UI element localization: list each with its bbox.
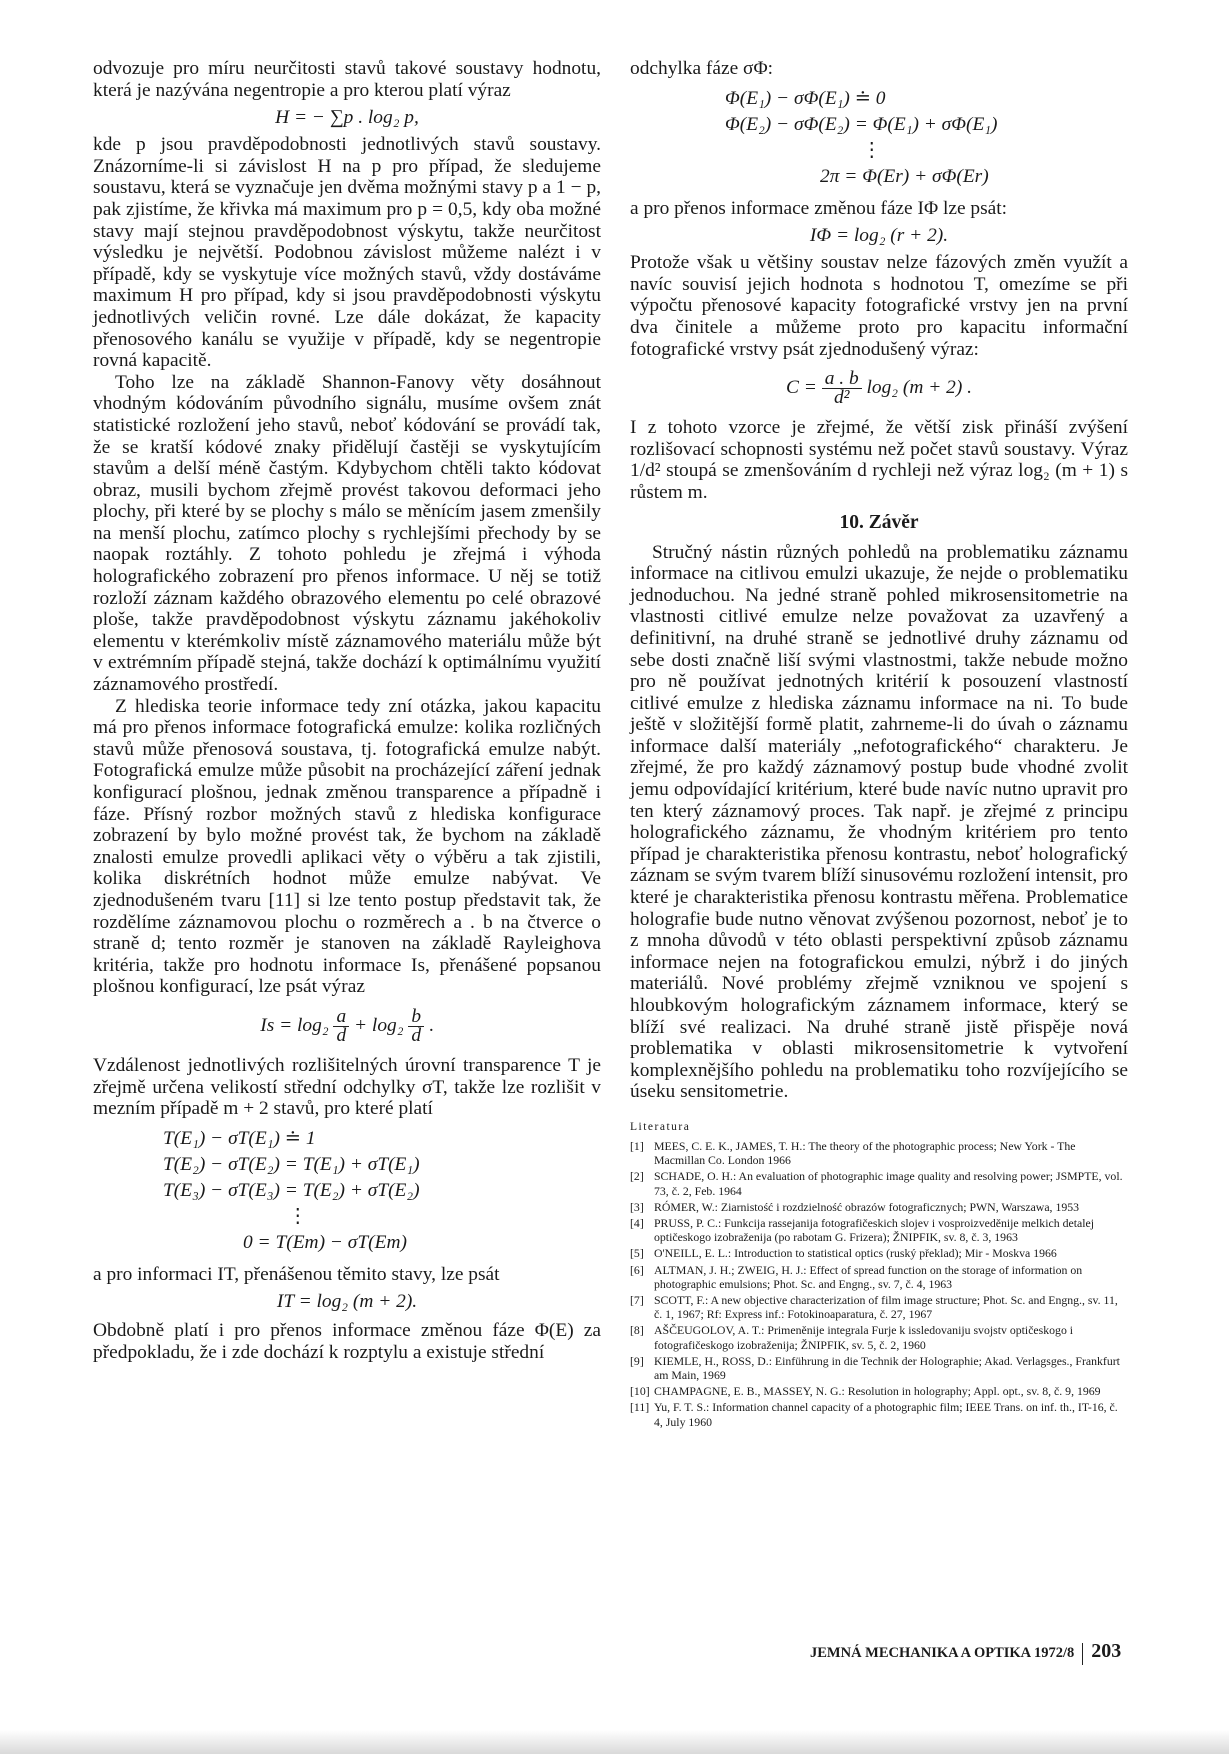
reference-item xyxy=(630,1169,1128,1197)
equation-line: 0 = T(Em) − σT(Em) xyxy=(243,1231,407,1253)
right-column xyxy=(630,58,1128,1431)
equation-it: IT = log₂ (m + 2). xyxy=(276,1291,418,1313)
reference-item xyxy=(630,1200,1128,1214)
reference-text: SCOTT, F.: A new objective characterization of film image structure; Phot. Sc. and Engng., sv. 11, č. 1, 1967; Rf: Express inf.: Fotokinoaparatura, č. 27, 1967 xyxy=(654,1293,1118,1322)
page-number: 203 xyxy=(1091,1640,1122,1662)
reference-text: Yu, F. T. S.: Information channel capacity of a photographic film; IEEE Trans. on inf. th., IT-16, č. 4, July 1960 xyxy=(654,1400,1118,1429)
left-column xyxy=(93,58,601,1364)
reference-text: SCHADE, O. H.: An evaluation of photographic image quality and resolving power; JSMPTE, vol. 73, č. 2, Feb. 1964 xyxy=(654,1169,1123,1198)
equation-line: ⋮ xyxy=(862,139,882,161)
reference-text: CHAMPAGNE, E. B., MASSEY, N. G.: Resolution in holography; Appl. opt., sv. 8, č. 9, 1969 xyxy=(654,1384,1101,1399)
paragraph: Protože však u většiny soustav nelze fázových změn využít a navíc souvisí jejich hodnota s hodnotou T, omezíme se při výpočtu přenosové kapacity fotografické vrstvy jen na první dva činitele a můžeme proto pro kapacitu informační fotografické vrstvy psát zjednodušený výraz: xyxy=(630,252,1128,360)
reference-number: [8] xyxy=(630,1323,644,1338)
equation-part: + log₂ xyxy=(354,1014,404,1036)
paragraph: odvozuje pro míru neurčitosti stavů takové soustavy hodnotu, která je nazývána negentropie a pro kterou platí výraz xyxy=(93,58,601,101)
reference-number: [3] xyxy=(630,1199,644,1214)
equation-block-transparence xyxy=(93,1126,601,1256)
reference-item xyxy=(630,1384,1128,1398)
equation-iphi: IΦ = log₂ (r + 2). xyxy=(809,225,949,247)
reference-text: ALTMAN, J. H.; ZWEIG, H. J.: Effect of spread function on the storage of information on photographic emulsions; Phot. Sc. and Engng., sv. 7, č. 4, 1963 xyxy=(654,1262,1083,1291)
paragraph: Z hlediska teorie informace tedy zní otázka, jakou kapacitu má pro přenos informace fotografická emulze: kolika rozličných stavů může přenosová soustava, tj. fotografická emulze nabýt. Fotografická emulze může působit na procházející záření jednak konfigurací plošnou, jednak změnou transparence a případně i fáze. Přísný rozbor možných stavů z hlediska konfigurace zobrazení by bylo možné provést tak, že bychom na základě znalosti emulze provedli aplikaci věty o výběru a tak zjistili, kolika diskrétních hodnot může emulze nabývat. Ve zjednodušeném tvaru [11] si lze tento postup představit tak, že rozdělíme záznamovou plochu o rozměrech a . b na čtverce o straně d; tento rozměr je stanoven na základě Rayleighova kritéria, takže pro hodnotu informace Is, přenášené popsanou plošnou konfigurací, lze psát výraz xyxy=(93,695,601,998)
denominator: d xyxy=(336,1024,347,1046)
equation-line: T(E₃) − σT(E₃) = T(E₂) + σT(E₂) xyxy=(163,1179,420,1201)
equation-part: C = xyxy=(786,377,817,399)
denominator: d xyxy=(411,1024,422,1046)
reference-number: [9] xyxy=(630,1353,644,1368)
reference-item xyxy=(630,1246,1128,1260)
numerator: b xyxy=(408,1008,424,1027)
equation-line: T(E₂) − σT(E₂) = T(E₁) + σT(E₁) xyxy=(163,1153,420,1175)
reference-number: [11] xyxy=(630,1400,650,1415)
paragraph: I z tohoto vzorce je zřejmé, že větší zisk přináší zvýšení rozlišovací schopnosti systému než počet stavů soustavy. Výraz 1/d² stoupá se zmenšováním d rychleji než výraz log₂ (m + 1) s růstem m. xyxy=(630,417,1128,503)
equation-capacity xyxy=(630,370,1128,407)
equation-block-phase xyxy=(630,86,1128,190)
reference-item xyxy=(630,1139,1128,1167)
paragraph: Vzdálenost jednotlivých rozlišitelných úrovní transparence T je zřejmě určena velikostí střední odchylky σT, takže lze rozlišit v mezním případě m + 2 stavů, pro které platí xyxy=(93,1054,601,1120)
reference-number: [2] xyxy=(630,1169,644,1184)
reference-item xyxy=(630,1263,1128,1291)
reference-item xyxy=(630,1400,1128,1428)
paragraph: Obdobně platí i pro přenos informace změnou fáze Φ(E) za předpokladu, že i zde dochází k rozptylu a existuje střední xyxy=(93,1320,601,1363)
equation-entropy: H = − ∑p . log₂ p, xyxy=(275,107,419,129)
reference-text: KIEMLE, H., ROSS, D.: Einführung in die Technik der Holographie; Akad. Verlagsges., Frankfurt am Main, 1969 xyxy=(654,1353,1120,1383)
equation-part: . xyxy=(428,1014,434,1036)
fraction xyxy=(408,1005,424,1046)
numerator: a xyxy=(333,1008,349,1027)
reference-text: MEES, C. E. K., JAMES, T. H.: The theory of the photographic process; New York - The Macmillan Co. London 1966 xyxy=(654,1138,1076,1168)
reference-text: PRUSS, P. C.: Funkcija rassejanija fotografičeskich slojev i vosproizveděnije melkich detalej optičeskogo izobraženija (po rabotam G. Frizera); ŽNIPFIK, sv. 8, č. 3, 1963 xyxy=(654,1215,1095,1245)
reference-number: [10] xyxy=(630,1384,650,1399)
page-footer xyxy=(810,1640,1130,1665)
equation-line: ⋮ xyxy=(288,1205,308,1227)
reference-number: [5] xyxy=(630,1246,644,1261)
reference-text: O'NEILL, E. L.: Introduction to statistical optics (ruský překlad); Mir - Moskva 1966 xyxy=(654,1246,1057,1261)
footer-divider xyxy=(1082,1643,1083,1665)
journal-name: JEMNÁ MECHANIKA A OPTIKA 1972/8 xyxy=(810,1645,1075,1661)
numerator: a . b xyxy=(822,370,862,389)
references-list xyxy=(630,1139,1128,1429)
reference-text: AŠČEUGOLOV, A. T.: Primeněnije integrala Furje k issledovaniju svojstv optičeskogo i fotografičeskogo izobraženija; ŽNIPFIK, sv. 5, č. 2, 1960 xyxy=(654,1323,1074,1352)
reference-item xyxy=(630,1323,1128,1351)
paragraph: Stručný nástin různých pohledů na problematiku záznamu informace na citlivou emulzi ukazuje, že nejde o problematiku jednoduchou. Na jedné straně pohled mikrosensitometrie na vlastnosti citlivé emulze nelze považovat za uzavřený a definitivní, na druhé straně se jednotlivé druhy záznamu od sebe dosti značně liší svými vlastnostmi, takže nebude možno pro ně používat jednotných kritérií k posouzení vlastností citlivé emulze z hlediska záznamu informace na ni. To bude ještě v složitější formě platit, zahrneme-li do úvah o záznamu informace další materiály „nefotografického“ charakteru. Je zřejmé, že pro každý záznamový postup bude vhodné zvolit jemu odpovídající kritérium, které bude navíc nutno upravit pro ten který záznamový proces. Tak např. je zřejmé z principu holografického záznamu, že vhodným kritériem pro tento případ je charakteristika přenosu kontrastu, neboť holografický záznam se svým tvarem blíží sinusovému rozložení intensit, pro které je charakteristika přenosu kontrastu měřena. Problematice holografie bude nutno věnovat zvýšenou pozornost, neboť je to z mnoha důvodů v této oblasti perspektivní způsob záznamu informace nejen na fotografickou emulzi, nýbrž i do jiných materiálů. Nové problémy zřejmě vzniknou ve spojení s hloubkovým holografickým záznamem informace, který se blíží své realizaci. Na druhé straně jistě přispěje nová problematika v oblasti mikrosensitometrie k vytvoření komplexnějšího pohledu na problematiku toho rozvíjejícího se úseku sensitometrie. xyxy=(630,541,1128,1103)
reference-number: [6] xyxy=(630,1262,644,1277)
paragraph: kde p jsou pravděpodobnosti jednotlivých stavů soustavy. Znázorníme-li si závislost H na p pro případ, že sledujeme soustavu, která se vyznačuje jen dvěma možnými stavy p a 1 − p, pak zjistíme, že křivka má maximum pro p = 0,5, kdy oba možné stavy mají stejnou pravděpodobnost výskytu, takže neurčitost výsledku je největší. Podobnou závislost můžeme nalézt i v případě, kdy se vyskytuje více možných stavů, vždy dostáváme maximum H pro případ, kdy si jsou pravděpodobnosti výskytu jednotlivých veličin rovné. Lze dále dokázat, že kapacity přenosového kanálu se využije v případě, kdy se negentropie rovná kapacitě. xyxy=(93,134,601,372)
paragraph: a pro informaci IT, přenášenou těmito stavy, lze psát xyxy=(93,1263,500,1285)
reference-text: RÓMER, W.: Ziarnistość i rozdzielność obrazów fotograficznych; PWN, Warszawa, 1953 xyxy=(654,1199,1080,1214)
equation-line: Φ(E₂) − σΦ(E₂) = Φ(E₁) + σΦ(E₁) xyxy=(725,113,998,135)
references-title: Literatura xyxy=(630,1120,691,1133)
reference-number: [1] xyxy=(630,1138,644,1153)
equation-part: Is = log₂ xyxy=(260,1014,329,1036)
reference-item xyxy=(630,1354,1128,1382)
paragraph: a pro přenos informace změnou fáze IΦ lze psát: xyxy=(630,197,1008,219)
reference-item xyxy=(630,1216,1128,1244)
section-heading: 10. Závěr xyxy=(839,511,919,533)
fraction xyxy=(822,370,862,407)
reference-number: [7] xyxy=(630,1293,644,1307)
equation-part: log₂ (m + 2) . xyxy=(866,377,972,399)
scan-edge-shadow xyxy=(0,1730,1229,1754)
equation-line: 2π = Φ(Er) + σΦ(Er) xyxy=(820,165,989,187)
fraction xyxy=(333,1005,349,1046)
paragraph: Toho lze na základě Shannon-Fanovy věty dosáhnout vhodným kódováním původního signálu, musíme ovšem znát statistické rozložení jeho stavů, neboť kódování se provádí tak, že se kratší kódové znaky přidělují častěji se vyskytujícím stavům a delší méně častým. Kdybychom chtěli takto kódovat obraz, musili bychom zřejmě provést takovou deformaci jeho plochy, při které by se plochy s málo se měnícím jasem zmenšily na menší plochu, zatímco plochy s rychlejšími přechody by se naopak roztáhly. Z tohoto pohledu je zřejmá i výhoda holografického zobrazení pro přenos informace. U něj se totiž rozloží záznam každého obrazového elementu po celé obrazové ploše, takže pravděpodobnost výskytu záznamu jakéhokoliv elementu v kterémkoliv místě záznamového materiálu může být v extrémním případě stejná, takže dochází k optimálnímu využití záznamového prostředí. xyxy=(93,371,601,696)
denominator: d² xyxy=(833,387,850,409)
equation-line: T(E₁) − σT(E₁) ≐ 1 xyxy=(163,1127,316,1149)
paragraph: odchylka fáze σΦ: xyxy=(630,58,774,79)
reference-item xyxy=(630,1293,1128,1321)
equation-line: Φ(E₁) − σΦ(E₁) ≐ 0 xyxy=(725,87,886,109)
equation-is xyxy=(93,1005,601,1046)
reference-number: [4] xyxy=(630,1215,644,1230)
